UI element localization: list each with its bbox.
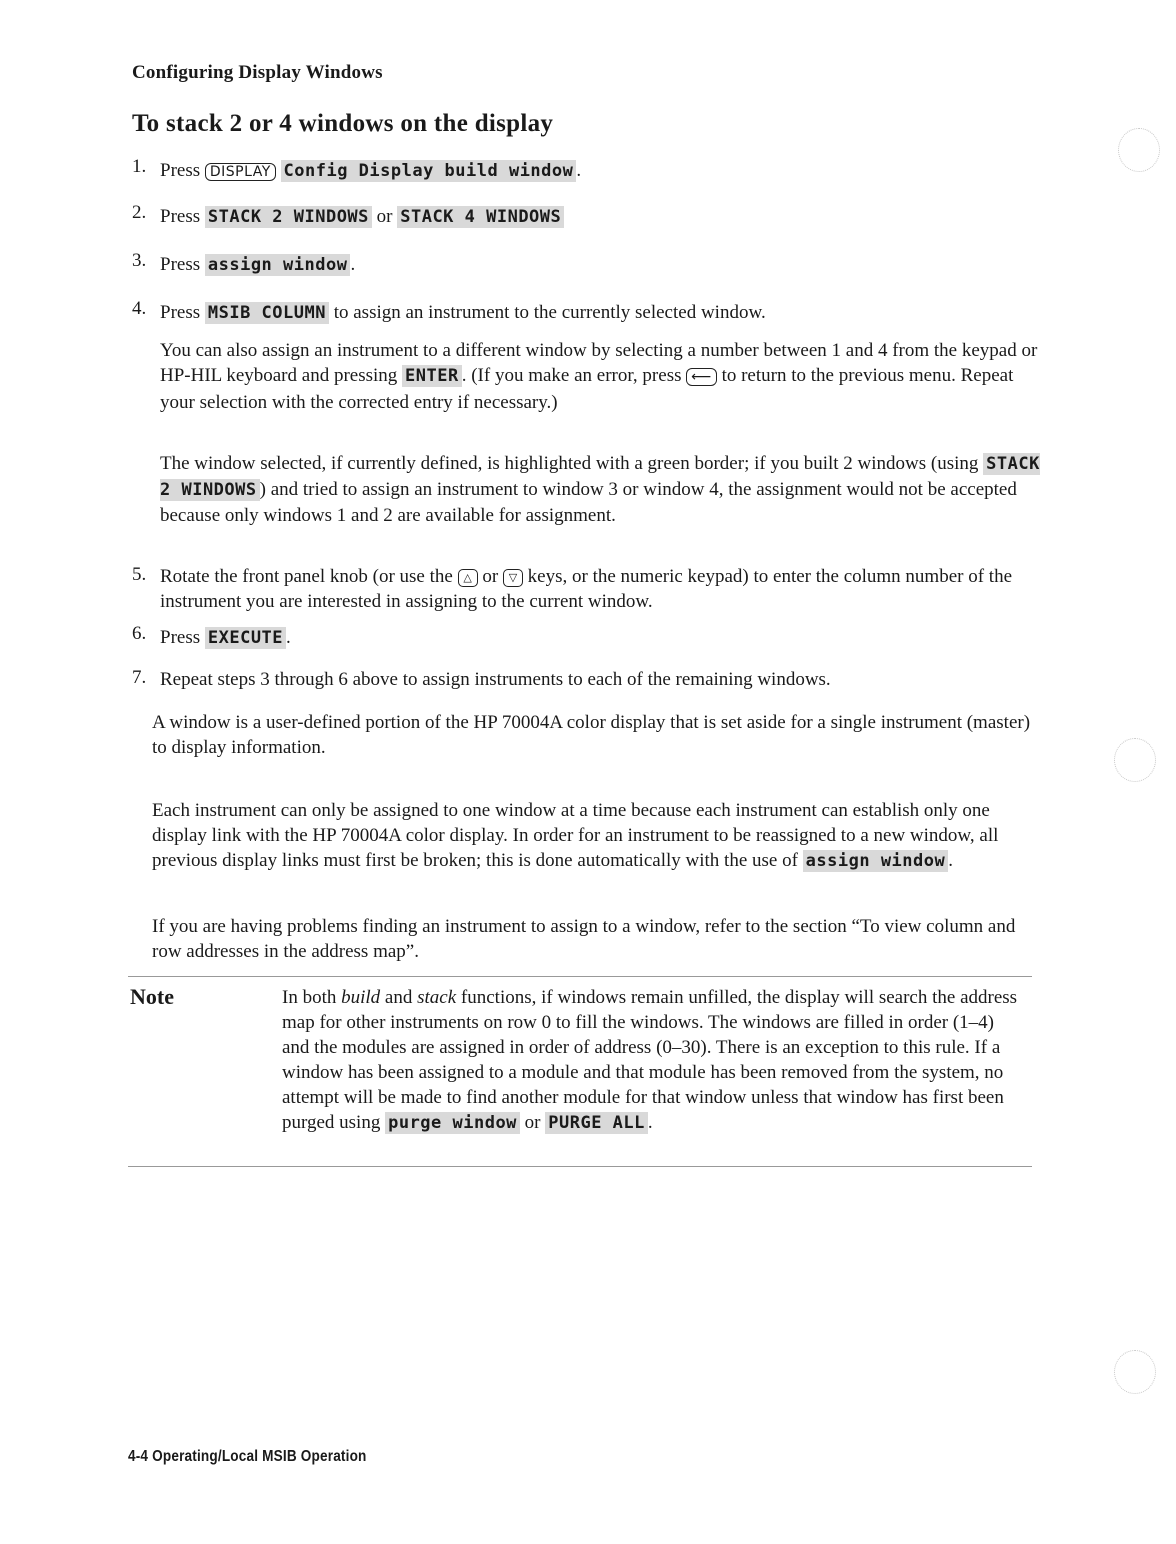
text: . (If you make an error, press [461,365,682,386]
step-6 [160,625,1040,651]
body-paragraph-1: A window is a user-defined portion of the HP 70004A color display that is set aside for a single instrument (master) to display information. [152,712,1031,758]
text: Each instrument can only be assigned to one window at a time because each instrument can establish only one display link with the HP 70004A color display. In order for an instrument to be reassigned to a new window, all previous display links must first be broken; this is done automatically with the use of [152,800,999,871]
text: In both [282,987,337,1008]
press-label: Press [160,160,201,181]
enter-softkey: ENTER [402,365,462,387]
page-footer: 4-4 Operating/Local MSIB Operation [128,1448,367,1465]
step-3 [160,252,1040,278]
step-6-number: 6. [132,623,147,644]
execute-softkey: EXECUTE [205,627,286,649]
step-1-number: 1. [132,156,147,177]
punct: . [948,850,953,871]
press-label: Press [160,302,201,323]
body-paragraph-3: If you are having problems finding an instrument to assign to a window, refer to the section “To view column and row addresses in the address map”. [152,916,1016,962]
text: Rotate the front panel knob (or use the [160,566,453,587]
text: to return to the previous menu. Repeat your selection with the corrected entry if necessary.) [160,365,1014,413]
section-title: To stack 2 or 4 windows on the display [132,110,554,137]
step-4-number: 4. [132,298,147,319]
note-top-rule [128,976,1032,977]
note-bottom-rule [128,1166,1032,1167]
text: and [384,987,413,1008]
build-emphasis: build [341,987,381,1008]
binder-hole-icon [1118,128,1160,172]
binder-hole-icon [1114,738,1156,782]
note-label: Note [130,984,174,1009]
stack-emphasis: stack [417,987,457,1008]
press-label: Press [160,206,201,227]
step-5 [160,564,1040,614]
purge-window-softkey: purge window [385,1112,520,1134]
step-4-text: to assign an instrument to the currently selected window. [333,302,766,323]
or-label: or [376,206,393,227]
step-2 [160,204,1040,230]
stack-2-softkey: STACK 2 WINDOWS [205,206,372,228]
step-4-note-2 [160,451,1040,528]
up-arrow-icon: △ [458,569,478,587]
stack-4-softkey: STACK 4 WINDOWS [397,206,564,228]
config-display-softkey: Config Display build window [281,160,577,182]
msib-column-softkey: MSIB COLUMN [205,302,329,324]
press-label: Press [160,627,201,648]
stack-2-softkey: STACK 2 WINDOWS [160,454,1040,500]
purge-all-softkey: PURGE ALL [545,1112,648,1134]
step-4-note-1 [160,338,1040,415]
press-label: Press [160,254,201,275]
or-label: or [524,1112,541,1133]
step-3-number: 3. [132,250,147,271]
down-arrow-icon: ▽ [503,569,523,587]
step-7-number: 7. [132,667,147,688]
assign-window-softkey: assign window [205,254,351,276]
text: keys, or the numeric keypad) to enter the column number of the instrument you are interested in assigning to the current window. [160,566,1013,612]
running-head: Configuring Display Windows [132,62,383,83]
punct: . [576,160,582,181]
text: ) and tried to assign an instrument to window 3 or window 4, the assignment would not be accepted because only windows 1 and 2 are available for assignment. [160,479,1017,526]
text: functions, if windows remain unfilled, the display will search the address map for other instruments on row 0 to fill the windows. The windows are filled in order (1–4) and the modules are assigned in order of address (0–30). There is an exception to this rule. If a window has been assigned to a module and that module has been removed from the system, no attempt will be made to find another module for that window unless that window has first been purged using [282,987,1018,1133]
display-hardkey: DISPLAY [205,163,276,181]
text: The window selected, if currently defined, is highlighted with a green border; if you built 2 windows (using [160,453,979,474]
punct: . [647,1112,653,1133]
back-arrow-hardkey: ⟵ [686,368,717,386]
punct: . [286,627,291,648]
step-5-number: 5. [132,564,147,585]
binder-hole-icon [1114,1350,1156,1394]
body-paragraph-2 [152,798,1036,874]
note-text [282,985,1022,1136]
or-label: or [482,566,499,587]
step-2-number: 2. [132,202,147,223]
punct: . [350,254,356,275]
step-4 [160,300,1040,326]
step-1 [160,158,1040,185]
text: You can also assign an instrument to a different window by selecting a number between 1 and 4 from the keypad or HP-HIL keyboard and pressing [160,340,1038,386]
step-7: Repeat steps 3 through 6 above to assign instruments to each of the remaining windows. [160,669,831,690]
assign-window-softkey: assign window [803,850,949,872]
